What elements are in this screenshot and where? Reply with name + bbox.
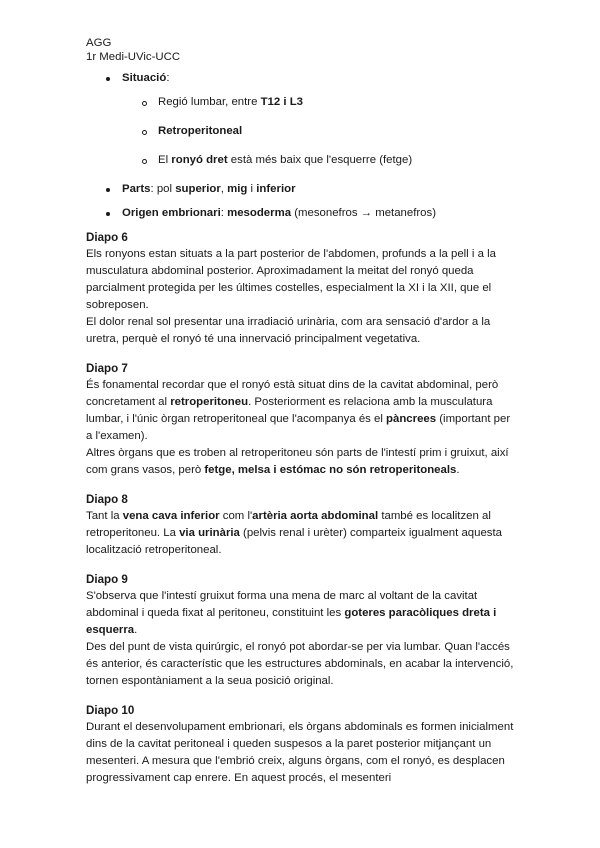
bullet-situacio: Situació: Regió lumbar, entre T12 i L3 Retroperitoneal El ronyó dret està més baix que l'esquerre (fetge) [86,70,516,169]
sub-bullet-regio: Regió lumbar, entre T12 i L3 [122,94,516,111]
section-title: Diapo 8 [86,493,128,506]
document-header [86,36,516,64]
summary-bullet-list [86,70,516,222]
section-diapo-6 [86,229,516,348]
paragraph: Tant la vena cava inferior com l'artèria aorta abdominal també es localitzen al retroperitoneu. La via urinària (pelvis renal i urèter) comparteix igualment aquesta localització retroperitoneal. [86,510,502,556]
paragraph: Durant el desenvolupament embrionari, els òrgans abdominals es formen inicialment dins de la cavitat peritoneal i queden suspesos a la paret posterior mitjançant un mesenteri. A mesura que l'embrió creix, alguns òrgans, com el ronyó, es desplacen progressivament cap enrere. En aquest procés, el mesenteri [86,721,514,784]
situacio-label: Situació [122,72,167,84]
situacio-sub-list [122,94,516,169]
paragraph: Des del punt de vista quirúrgic, el ronyó pot abordar-se per via lumbar. Quan l'accés és anterior, és característic que les estructures abdominals, en acabar la intervenció, tornen espontàniament a la seua posició original. [86,641,514,687]
header-course: 1r Medi-UVic-UCC [86,51,181,63]
header-author: AGG [86,37,112,49]
paragraph: Els ronyons estan situats a la part posterior de l'abdomen, profunds a la pell i a la musculatura abdominal posterior. Aproximadament la meitat del ronyó queda parcialment protegida per les últimes costelles, especialment la XI i la XII, que el sobreposen. [86,248,496,311]
section-title: Diapo 10 [86,704,135,717]
section-title: Diapo 7 [86,362,128,375]
sub-bullet-retroperitoneal: Retroperitoneal [122,123,516,140]
bullet-origen: Origen embrionari: mesoderma (mesonefros → metanefros) [86,205,516,222]
section-diapo-7 [86,360,516,479]
paragraph: Altres òrgans que es troben al retroperitoneu són parts de l'intestí prim i gruixut, així com grans vasos, però fetge, melsa i estómac no són retroperitoneals. [86,447,509,476]
sub-bullet-ronyo-dret: El ronyó dret està més baix que l'esquerre (fetge) [122,152,516,169]
section-diapo-8 [86,491,516,559]
bullet-parts: Parts: pol superior, mig i inferior [86,181,516,198]
paragraph: És fonamental recordar que el ronyó està situat dins de la cavitat abdominal, però concretament al retroperitoneu. Posteriorment es relaciona amb la musculatura lumbar, i l'únic òrgan retroperitoneal que l'acompanya és el pàncrees (important per a l'examen). [86,379,511,442]
section-title: Diapo 6 [86,231,128,244]
paragraph: S'observa que l'intestí gruixut forma una mena de marc al voltant de la cavitat abdominal i queda fixat al peritoneu, constituint les goteres paracòliques dreta i esquerra. [86,590,497,636]
paragraph: El dolor renal sol presentar una irradiació urinària, com ara sensació d'ardor a la uretra, perquè el ronyó té una innervació principalment vegetativa. [86,316,491,345]
section-diapo-9 [86,571,516,690]
section-title: Diapo 9 [86,573,128,586]
section-diapo-10 [86,702,516,787]
document-page [86,36,516,787]
